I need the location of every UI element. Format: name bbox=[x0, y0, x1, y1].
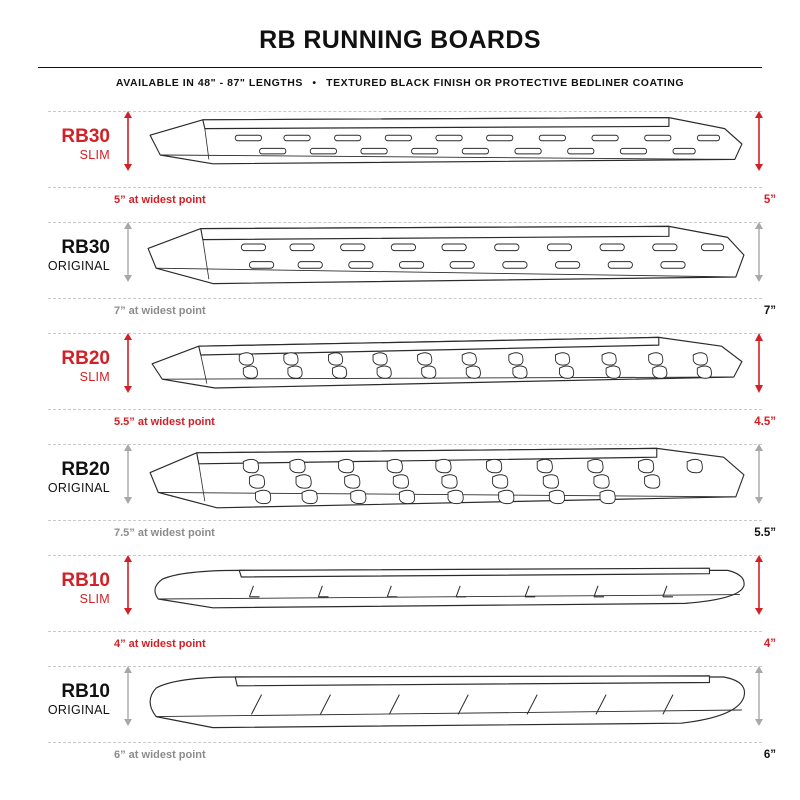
subtitle-finish: TEXTURED BLACK FINISH OR PROTECTIVE BEDLINER COATING bbox=[326, 77, 685, 89]
board-row bbox=[10, 103, 790, 214]
board-variant: ORIGINAL bbox=[47, 702, 110, 717]
height-arrow-left-icon bbox=[121, 666, 135, 726]
board-row bbox=[10, 436, 790, 547]
board-model: RB20 bbox=[61, 348, 110, 369]
board-variant: ORIGINAL bbox=[47, 480, 110, 495]
height-arrow-left-icon bbox=[121, 222, 135, 282]
height-arrow-right-icon bbox=[752, 666, 766, 726]
board-row bbox=[10, 547, 790, 658]
board-model: RB30 bbox=[61, 237, 110, 258]
width-dimension-label: 6” at widest point bbox=[114, 749, 206, 761]
header-subtitle bbox=[10, 77, 790, 89]
board-illustration bbox=[142, 666, 750, 743]
header bbox=[10, 0, 790, 89]
board-label bbox=[10, 571, 110, 608]
board-illustration bbox=[142, 444, 750, 521]
board-illustration bbox=[142, 111, 750, 188]
board-illustration bbox=[142, 333, 750, 410]
board-label bbox=[10, 238, 110, 275]
subtitle-separator: • bbox=[312, 77, 317, 89]
board-model: RB10 bbox=[61, 681, 110, 702]
height-dimension-label: 5” bbox=[763, 194, 776, 206]
board-label bbox=[10, 682, 110, 719]
board-variant: SLIM bbox=[79, 369, 110, 384]
height-arrow-right-icon bbox=[752, 111, 766, 171]
height-dimension-label: 7” bbox=[763, 305, 776, 317]
height-arrow-right-icon bbox=[752, 444, 766, 504]
board-illustration bbox=[142, 222, 750, 299]
height-dimension-label: 4.5” bbox=[754, 416, 776, 428]
board-model: RB30 bbox=[61, 126, 110, 147]
height-dimension-label: 5.5” bbox=[754, 527, 776, 539]
board-variant: ORIGINAL bbox=[47, 258, 110, 273]
height-dimension-label: 6” bbox=[763, 749, 776, 761]
board-illustration bbox=[142, 555, 750, 632]
height-arrow-left-icon bbox=[121, 333, 135, 393]
page-title: RB RUNNING BOARDS bbox=[259, 26, 541, 54]
width-dimension-label: 5” at widest point bbox=[114, 194, 206, 206]
board-variant: SLIM bbox=[79, 591, 110, 606]
height-arrow-right-icon bbox=[752, 333, 766, 393]
board-model: RB10 bbox=[61, 570, 110, 591]
board-label bbox=[10, 460, 110, 497]
width-dimension-label: 5.5” at widest point bbox=[114, 416, 215, 428]
board-row bbox=[10, 658, 790, 769]
height-dimension-label: 4” bbox=[763, 638, 776, 650]
header-divider bbox=[38, 67, 762, 68]
height-arrow-left-icon bbox=[121, 111, 135, 171]
board-label bbox=[10, 349, 110, 386]
board-variant: SLIM bbox=[79, 147, 110, 162]
board-row bbox=[10, 214, 790, 325]
height-arrow-right-icon bbox=[752, 222, 766, 282]
width-dimension-label: 4” at widest point bbox=[114, 638, 206, 650]
width-dimension-label: 7.5” at widest point bbox=[114, 527, 215, 539]
board-model: RB20 bbox=[61, 459, 110, 480]
board-rows bbox=[10, 103, 790, 769]
height-arrow-right-icon bbox=[752, 555, 766, 615]
subtitle-lengths: AVAILABLE IN 48" - 87" LENGTHS bbox=[115, 77, 303, 89]
height-arrow-left-icon bbox=[121, 555, 135, 615]
board-label bbox=[10, 127, 110, 164]
board-row bbox=[10, 325, 790, 436]
height-arrow-left-icon bbox=[121, 444, 135, 504]
width-dimension-label: 7” at widest point bbox=[114, 305, 206, 317]
